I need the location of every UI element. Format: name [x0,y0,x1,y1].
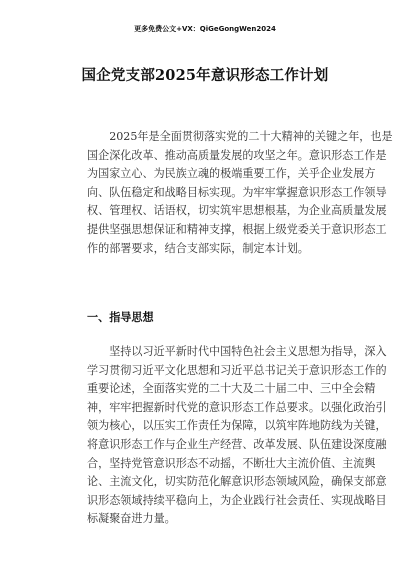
paragraph-line: 论、主流文化，切实防范化解意识形态领域风险，确保支部意 [87,475,387,489]
paragraph-line: 权、管理权、话语权，切实筑牢思想根基，为企业高质量发展 [87,204,387,218]
section-heading-guiding-ideology: 一、指导思想 [87,311,154,324]
paragraph-line: 标凝聚奋进力量。 [87,512,176,526]
paragraph-line: 识形态领域持续平稳向上，为企业践行社会责任、实现战略目 [87,493,387,507]
paragraph-line: 2025年是全面贯彻落实党的二十大精神的关键之年，也是 [109,130,393,143]
paragraph-line: 将意识形态工作与企业生产经营、改革发展、队伍建设深度融 [87,437,387,451]
paragraph-line: 学习贯彻习近平文化思想和习近平总书记关于意识形态工作的 [87,363,387,377]
paragraph-line: 重要论述，全面落实党的二十大及二十届二中、三中全会精 [87,382,376,396]
page-header-note: 更多免费公文+VX：QiGeGongWen2024 [134,25,276,33]
paragraph-line: 坚持以习近平新时代中国特色社会主义思想为指导，深入 [109,345,387,358]
paragraph-line: 合，坚持党管意识形态不动摇，不断壮大主流价值、主流舆 [87,456,376,470]
paragraph-line: 神，牢牢把握新时代党的意识形态工作总要求。以强化政治引 [87,400,387,414]
document-title: 国企党支部2025年意识形态工作计划 [81,67,329,84]
intro-paragraph [87,128,393,258]
paragraph-line: 领为核心，以压实工作责任为保障，以筑牢阵地防线为关键， [87,419,387,433]
paragraph-line: 作的部署要求，结合支部实际，制定本计划。 [87,241,309,255]
paragraph-line: 提供坚强思想保证和精神支撑，根据上级党委关于意识形态工 [87,222,387,236]
guiding-ideology-paragraph [87,343,387,529]
paragraph-line: 向、队伍稳定和战略目标实现。为牢牢掌握意识形态工作领导 [87,185,387,199]
paragraph-line: 为国家立心、为民族立魂的极端重要工作，关乎企业发展方 [87,167,376,181]
paragraph-line: 国企深化改革、推动高质量发展的攻坚之年。意识形态工作是 [87,148,387,162]
